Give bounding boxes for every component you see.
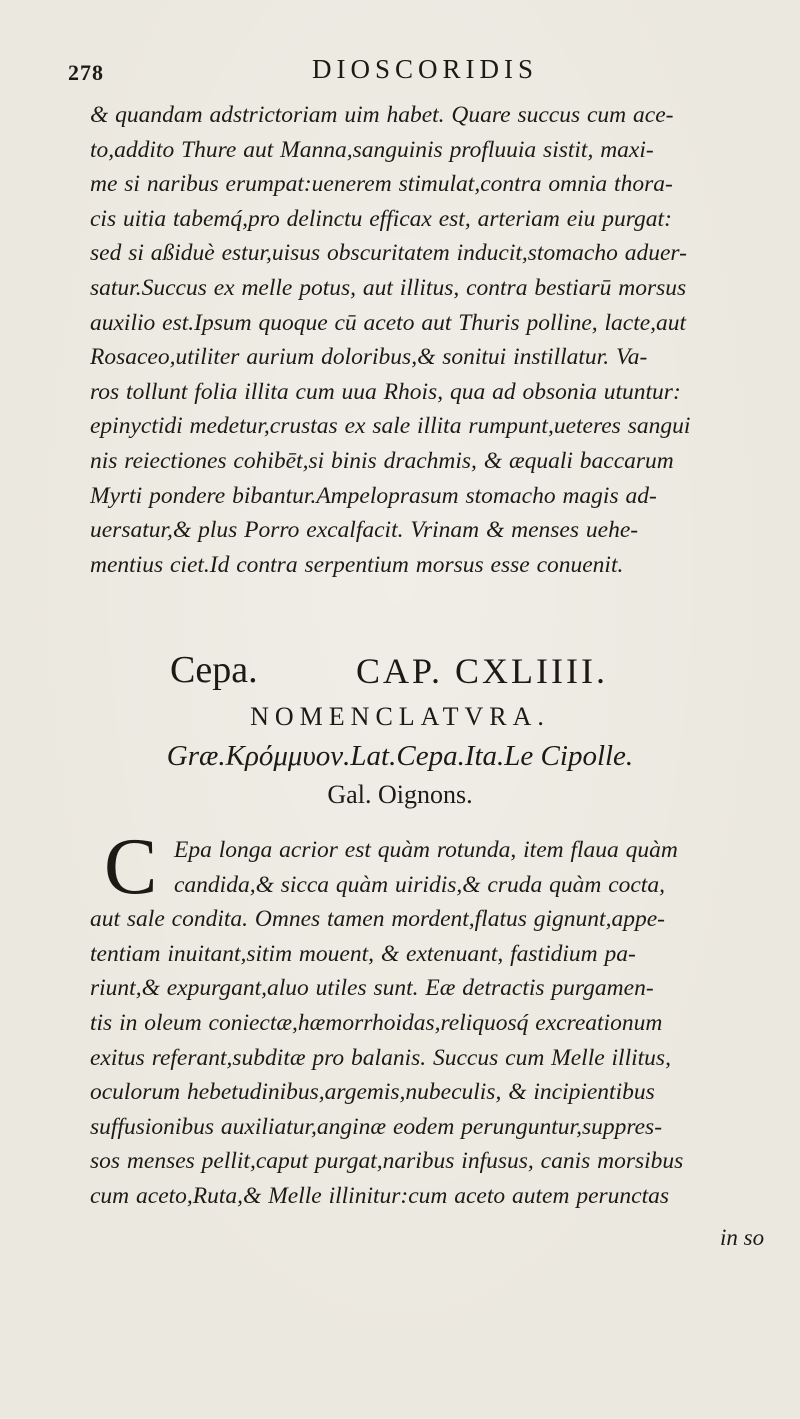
text-line: Myrti pondere bibantur.Ampeloprasum stomacho magis ad- [90, 482, 657, 509]
catchword: in so [720, 1225, 765, 1250]
text-line: satur.Succus ex melle potus, aut illitus, contra bestiarū morsus [90, 274, 687, 301]
text-line: to,addito Thure aut Manna,sanguinis profluuia sistit, maxi- [90, 136, 654, 163]
chapter-number: CAP. CXLIIII. [356, 651, 608, 691]
text-line: me si naribus erumpat:uenerem stimulat,contra omnia thora- [90, 171, 673, 198]
text-line: nis reiectiones cohibēt,si binis drachmis, & æquali baccarum [90, 447, 674, 474]
nomenclatura-heading: NOMENCLATVRA. [250, 702, 550, 731]
text-line: cum aceto,Ruta,& Melle illinitur:cum aceto autem perunctas [90, 1182, 669, 1209]
text-line: exitus referant,subditæ pro balanis. Succus cum Melle illitus, [90, 1044, 671, 1071]
text-line: mentius ciet.Id contra serpentium morsus esse conuenit. [90, 551, 624, 578]
text-line: Rosaceo,utiliter aurium doloribus,& sonitui instillatur. Va- [90, 344, 648, 371]
text-line: & quandam adstrictoriam uim habet. Quare succus cum ace- [90, 102, 674, 128]
text-line: oculorum hebetudinibus,argemis,nubeculis, & incipientibus [90, 1079, 655, 1106]
text-line: sed si aßiduè estur,uisus obscuritatem inducit,stomacho aduer- [90, 240, 687, 267]
names-line: Græ.Κρόμμυον.Lat.Cepa.Ita.Le Cipolle. [166, 740, 634, 772]
text-line: ros tollunt folia illita cum uua Rhois, qua ad obsonia utuntur: [90, 378, 681, 405]
text-line: Epa longa acrior est quàm rotunda, item flaua quàm [174, 837, 678, 863]
running-head [0, 50, 800, 90]
text-line: epinyctidi medetur,crustas ex sale illita rumpunt,ueteres sangui [90, 413, 691, 440]
text-line: aut sale condita. Omnes tamen mordent,flatus gignunt,appe- [90, 906, 665, 933]
page-number: 278 [68, 60, 104, 85]
text-line: uersatur,& plus Porro excalfacit. Vrinam & menses uehe- [90, 517, 639, 544]
gallic-name-line: Gal. Oignons. [327, 780, 473, 809]
text-line: tentiam inuitant,sitim mouent, & extenuant, fastidium pa- [90, 940, 636, 967]
drop-cap: C [104, 823, 158, 911]
text-line: candida,& sicca quàm uiridis,& cruda quàm cocta, [174, 871, 665, 898]
entry-lines [90, 833, 790, 1214]
running-title: DIOSCORIDIS [312, 54, 539, 84]
text-line: tis in oleum coniectæ,hæmorrhoidas,reliquosq́ excreationum [90, 1009, 663, 1036]
text-line: riunt,& expurgant,aluo utiles sunt. Eæ detractis purgamen- [90, 975, 654, 1002]
body-text [90, 98, 790, 582]
chapter-title: Cepa. [170, 649, 258, 691]
chapter-title-row [166, 648, 766, 702]
chapter-heading [0, 648, 800, 818]
text-line: suffusionibus auxiliatur,anginæ eodem perunguntur,suppres- [90, 1113, 663, 1140]
text-line: cis uitia tabemq́,pro delinctu efficax est, arteriam eiu purgat: [90, 205, 672, 232]
text-line: sos menses pellit,caput purgat,naribus infusus, canis morsibus [90, 1148, 684, 1175]
text-line: auxilio est.Ipsum quoque cū aceto aut Thuris polline, lacte,aut [90, 309, 687, 336]
